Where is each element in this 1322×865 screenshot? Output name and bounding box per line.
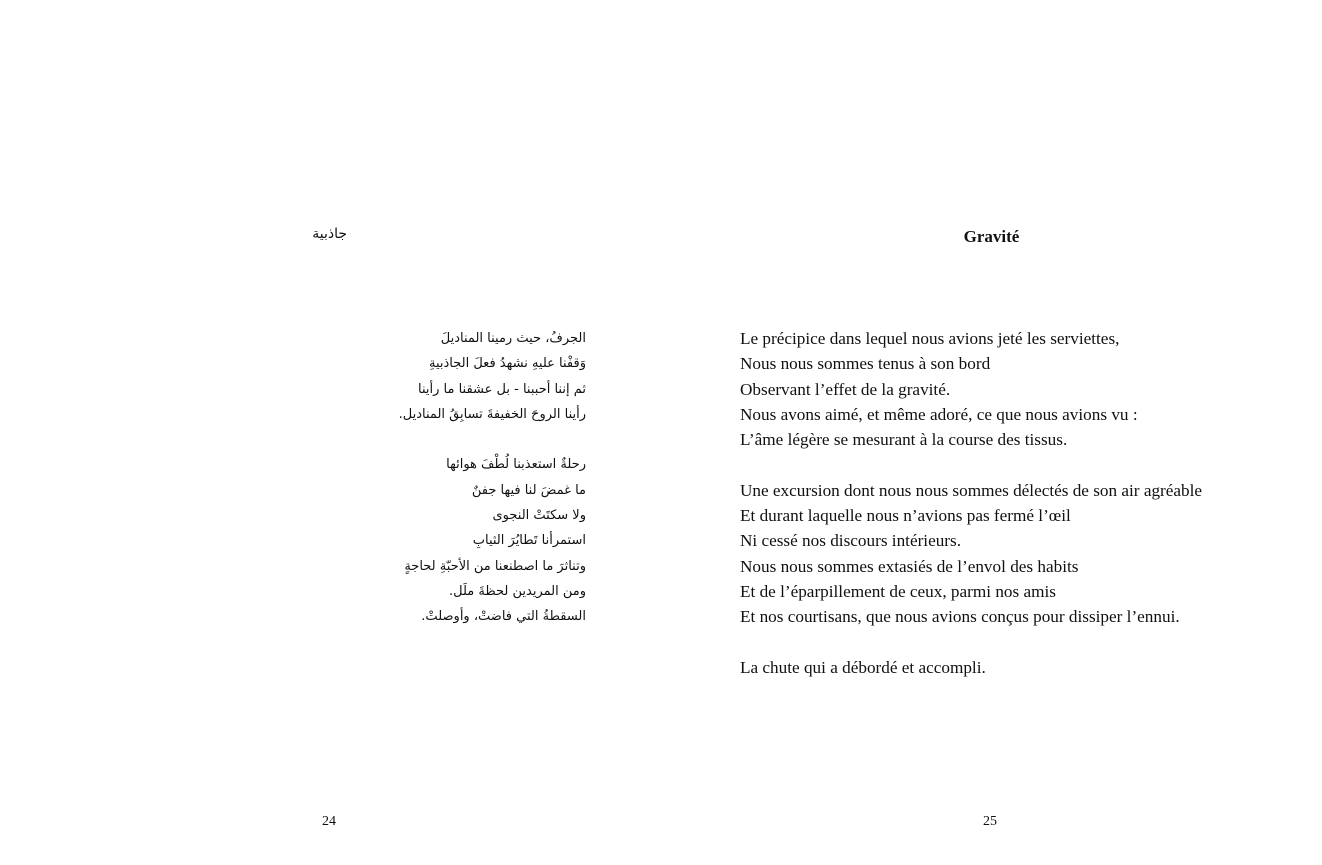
poem-line: L’âme légère se mesurant à la course des tissus. [740, 430, 1068, 450]
poem-line: وَقفْنا عليهِ نشهدُ فعلَ الجاذبيةِ [428, 356, 586, 372]
poem-line: رأينا الروحَ الخفيفةَ تسابِقُ المناديل. [398, 406, 586, 422]
poem-line: La chute qui a débordé et accompli. [740, 657, 986, 677]
french-stanza-2 [740, 478, 1202, 630]
page-number-right: 25 [983, 814, 997, 829]
french-poem [740, 326, 1202, 680]
poem-line: Et durant laquelle nous n’avions pas fermé l’œil [740, 506, 1071, 526]
french-stanza-3 [740, 655, 1202, 680]
french-poem-title: Gravité [963, 227, 1020, 246]
poem-line: Et de l’éparpillement de ceux, parmi nos amis [740, 581, 1056, 601]
poem-line: Et nos courtisans, que nous avions conçus pour dissiper l’ennui. [740, 607, 1180, 627]
poem-line: ولا سكتَتْ النجوى [492, 508, 586, 524]
french-stanza-1 [740, 326, 1202, 452]
poem-line: الجرفُ، حيث رمينا المناديلَ [440, 331, 586, 346]
page-number-left: 24 [322, 814, 336, 829]
poem-line: ثم إننا أحببنا - بل عشقنا ما رأينا [418, 381, 586, 397]
arabic-poem [399, 326, 586, 630]
poem-line: استمرأنا تَطايُرَ الثيابِ [472, 533, 586, 549]
arabic-poem-title: جاذبية [312, 226, 347, 242]
poem-line: Ni cessé nos discours intérieurs. [740, 531, 962, 551]
poem-line: وتناثرَ ما اصطنعنا من الأحبّةِ لحاجةٍ [404, 558, 586, 574]
poem-line: ما غمضَ لنا فيها جفنٌ [471, 482, 586, 498]
poem-line: Nous nous sommes extasiés de l’envol des habits [740, 556, 1079, 576]
poem-line: السقطةُ التي فاضتْ، وأوصلتْ. [421, 609, 586, 625]
poem-line: Le précipice dans lequel nous avions jeté les serviettes, [740, 329, 1120, 348]
arabic-stanza-2 [399, 452, 586, 629]
poem-line: Une excursion dont nous nous sommes délectés de son air agréable [740, 480, 1203, 500]
poem-line: Nous nous sommes tenus à son bord [740, 354, 991, 374]
right-page [661, 0, 1322, 865]
poem-line: ومن المريدين لحظةَ ملَل. [449, 583, 586, 599]
poem-line: رحلةٌ استعذبنا لُطْفَ هوائها [446, 457, 586, 473]
poem-line: Observant l’effet de la gravité. [740, 379, 951, 399]
poem-line: Nous avons aimé, et même adoré, ce que nous avions vu : [740, 404, 1138, 424]
arabic-stanza-1 [399, 326, 586, 427]
